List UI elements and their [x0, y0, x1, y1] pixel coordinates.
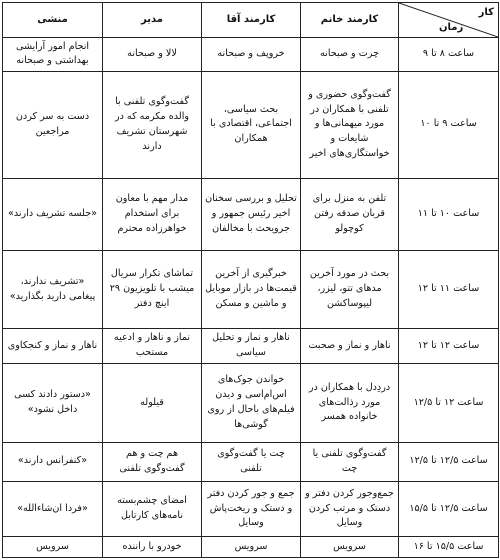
time-cell: ساعت ۱۲/۵ تا ۱۲/۵ — [399, 442, 499, 481]
table-cell: امضای چشم‌بسته نامه‌های کارتابل — [103, 481, 202, 537]
table-cell: خبرگیری از آخرین قیمت‌ها در بازار موبایل و ماشین و مسکن — [202, 250, 301, 328]
table-row — [3, 364, 499, 442]
table-cell: مدار مهم با معاون برای استخدام خواهرزاده محترم — [103, 178, 202, 250]
table-row — [3, 178, 499, 250]
table-cell: گفت‌وگوی تلفنی یا چت — [301, 442, 399, 481]
table-cell: تلفن به منزل برای قربان صدقه رفتن کوچولو — [301, 178, 399, 250]
time-cell: ساعت ۸ تا ۹ — [399, 38, 499, 72]
time-cell: ساعت ۱۰ تا ۱۱ — [399, 178, 499, 250]
table-cell: خواندن جوک‌های اس‌ام‌اسی و دیدن فیلم‌های باحال از روی گوشی‌ها — [202, 364, 301, 442]
time-cell: ساعت ۱۲ تا ۱۲ — [399, 329, 499, 364]
table-row — [3, 442, 499, 481]
table-row — [3, 250, 499, 328]
table-cell: خروپف و صبحانه — [202, 38, 301, 72]
table-cell: سرویس — [3, 537, 103, 558]
table-cell: بحث در مورد آخرین مدهای تتو، لیزر، لیپوساکشن — [301, 250, 399, 328]
column-header-male-employee: کارمند آقا — [202, 3, 301, 38]
table-cell: خودرو با راننده — [103, 537, 202, 558]
column-header-manager: مدیر — [103, 3, 202, 38]
table-cell: تحلیل و بررسی سخنان اخیر رئیس جمهور و جرویحث با مخالفان — [202, 178, 301, 250]
table-cell: «کنفرانس دارند» — [3, 442, 103, 481]
table-cell: چت یا گفت‌وگوی تلفنی — [202, 442, 301, 481]
table-cell: ناهار و نماز و کنجکاوی — [3, 329, 103, 364]
table-cell: ناهار و نماز و صحبت — [301, 329, 399, 364]
table-cell: دردِدل با همکاران در مورد رذالت‌های خانواده همسر — [301, 364, 399, 442]
table-cell: دست به سر کردن مراجعین — [3, 71, 103, 178]
time-cell: ساعت ۹ تا ۱۰ — [399, 71, 499, 178]
time-cell: ساعت ۱۱ تا ۱۲ — [399, 250, 499, 328]
header-row — [3, 3, 499, 38]
table-cell: قیلوله — [103, 364, 202, 442]
table-cell: «دستور دادند کسی داخل نشود» — [3, 364, 103, 442]
table-cell: گفت‌وگوی حضوری و تلفنی با همکاران در مورد میهمانی‌ها و شایعات و خواستگاری‌های اخیر — [301, 71, 399, 178]
table-row — [3, 537, 499, 558]
corner-label-time: زمان — [439, 21, 464, 33]
table-cell: گفت‌وگوی تلفنی با والده مکرمه که در شهرستان تشریف دارند — [103, 71, 202, 178]
table-cell: سرویس — [301, 537, 399, 558]
table-cell: «تشریف ندارند، پیغامی دارید بگذارید» — [3, 250, 103, 328]
table-row — [3, 71, 499, 178]
table-cell: هم چت و هم گفت‌وگوی تلفنی — [103, 442, 202, 481]
table-cell: سرویس — [202, 537, 301, 558]
column-header-female-employee: کارمند خانم — [301, 3, 399, 38]
schedule-table — [2, 2, 499, 558]
table-cell: بحث سیاسی، اجتماعی، اقتصادی با همکاران — [202, 71, 301, 178]
table-cell: چرت و صبحانه — [301, 38, 399, 72]
time-cell: ساعت ۱۲/۵ تا ۱۵/۵ — [399, 481, 499, 537]
table-cell: جمع‌وجور کردن دفتر و دستک و مرتب کردن وسایل — [301, 481, 399, 537]
table-cell: تماشای تکرار سریال میشب با تلویزیون ۲۹ اینچ دفتر — [103, 250, 202, 328]
table-cell: «جلسه تشریف دارند» — [3, 178, 103, 250]
table-cell: «فردا ان‌شاءالله» — [3, 481, 103, 537]
table-cell: انجام امور آرایشی بهداشتی و صبحانه — [3, 38, 103, 72]
table-cell: لالا و صبحانه — [103, 38, 202, 72]
table-row — [3, 329, 499, 364]
table-cell: نماز و ناهار و ادعیه مستحب — [103, 329, 202, 364]
time-cell: ساعت ۱۲ تا ۱۲/۵ — [399, 364, 499, 442]
table-cell: جمع و جور کردن دفتر و دستک و ریخت‌پاش وسایل — [202, 481, 301, 537]
time-cell: ساعت ۱۵/۵ تا ۱۶ — [399, 537, 499, 558]
corner-header-cell — [399, 3, 499, 38]
column-header-secretary: منشی — [3, 3, 103, 38]
corner-label-task: کار — [478, 7, 494, 18]
table-row — [3, 38, 499, 72]
table-row — [3, 481, 499, 537]
table-cell: ناهار و نماز و تحلیل سیاسی — [202, 329, 301, 364]
